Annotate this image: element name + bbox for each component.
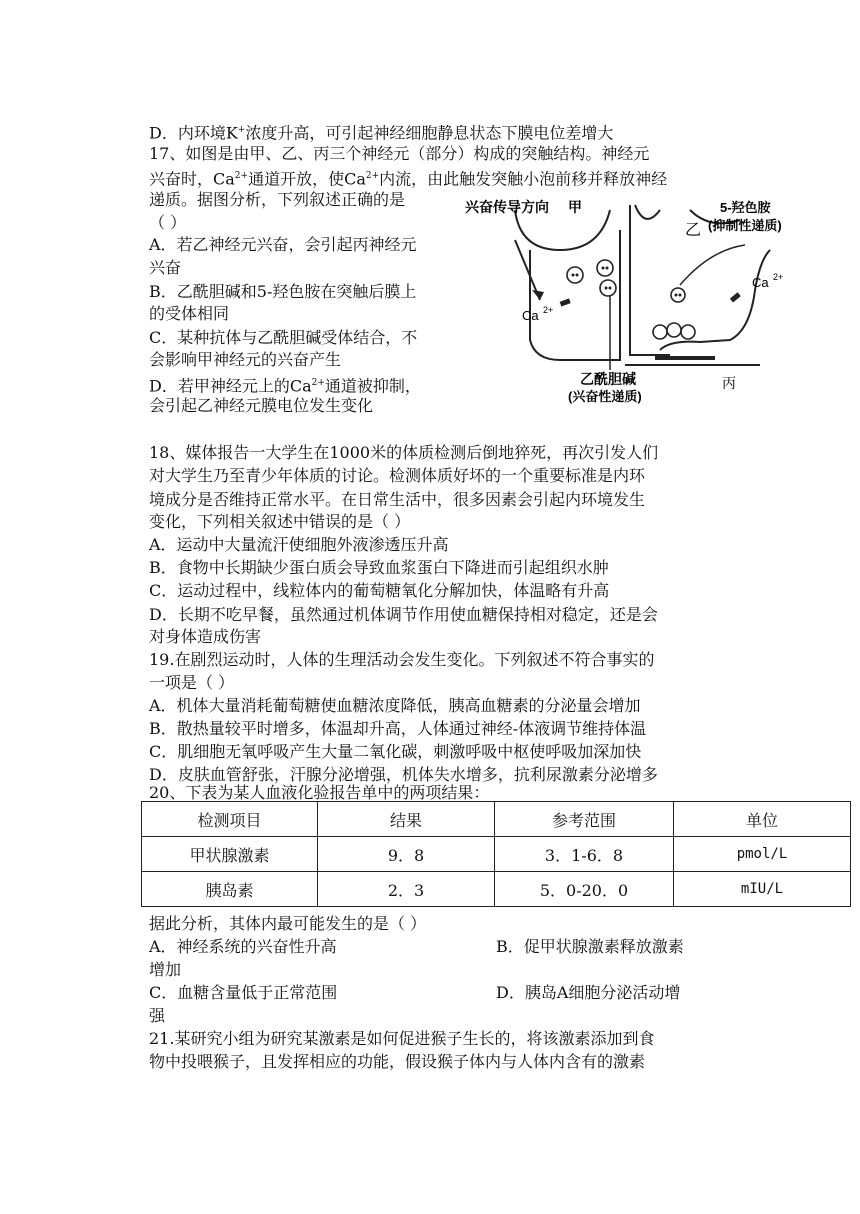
q17-option-b: B．乙酰胆碱和5-羟色胺在突触后膜上 (149, 282, 417, 301)
table-cell: 胰岛素 (142, 872, 318, 907)
q16-option-d: D．内环境K+浓度升高，可引起神经细胞静息状态下膜电位差增大 (149, 123, 614, 143)
q20-stem: 20、下表为某人血液化验报告单中的两项结果： (149, 783, 490, 802)
q19-stem-line2: 一项是（ ） (149, 673, 235, 692)
q18-stem-line1: 18、媒体报告一大学生在1000米的体质检测后倒地猝死，再次引发人们 (149, 443, 659, 462)
q18-option-d-cont: 对身体造成伤害 (149, 627, 262, 646)
q20-option-d: D．胰岛A细胞分泌活动增 (496, 983, 681, 1002)
q19-option-c: C．肌细胞无氧呼吸产生大量二氧化碳，刺激呼吸中枢使呼吸加深加快 (149, 742, 642, 761)
q18-option-c: C．运动过程中，线粒体内的葡萄糖氧化分解加快，体温略有升高 (149, 581, 610, 600)
q20-option-d-cont: 强 (149, 1006, 166, 1025)
q18-stem-line3: 境成分是否维持正常水平。在日常生活中，很多因素会引起内环境发生 (149, 490, 646, 509)
q19-option-d: D．皮肤血管舒张，汗腺分泌增强，机体失水增多，抗利尿激素分泌增多 (149, 765, 658, 784)
q17-option-a-cont: 兴奋 (149, 258, 182, 277)
fig-label-ach-note: (兴奋性递质) (568, 389, 642, 404)
q19-stem-line1: 19.在剧烈运动时，人体的生理活动会发生变化。下列叙述不符合事实的 (149, 650, 655, 669)
fig-ca-left-sup: 2+ (543, 305, 554, 315)
q17-bracket: （ ） (149, 213, 187, 232)
q17-stem-line2: 兴奋时，$Ca^{2+}$通道开放，使$Ca^{2+}$内流，由此触发突触小泡前移并释放神经 (149, 169, 668, 189)
fig-label-serotonin-note: (抑制性递质) (708, 218, 782, 233)
table-cell: 甲状腺激素 (142, 837, 318, 872)
q17-option-b-cont: 的受体相同 (149, 304, 230, 323)
table-header: 结果 (318, 802, 495, 837)
fig-ca-right-sup: 2+ (773, 272, 784, 282)
q17-stem-line1: 17、如图是由甲、乙、丙三个神经元（部分）构成的突触结构。神经元 (149, 144, 650, 163)
q17-option-d: D．若甲神经元上的$Ca^{2+}$通道被抑制， (149, 376, 421, 396)
q20-option-a: A．神经系统的兴奋性升高 (149, 937, 337, 956)
table-cell: 5．0-20．0 (495, 872, 674, 907)
synapse-figure (460, 190, 800, 405)
lab-report-table (141, 801, 851, 907)
q18-option-b: B．食物中长期缺少蛋白质会导致血浆蛋白下降进而引起组织水肿 (149, 558, 609, 577)
table-header: 参考范围 (495, 802, 674, 837)
q20-option-c: C．血糖含量低于正常范围 (149, 983, 338, 1002)
table-row (142, 872, 851, 907)
q20-question: 据此分析，其体内最可能发生的是（ ） (149, 914, 427, 933)
table-header-row (142, 802, 851, 837)
table-header: 检测项目 (142, 802, 318, 837)
q17-stem-line3: 递质。据图分析，下列叙述正确的是 (149, 190, 406, 209)
fig-direction-label: 兴奋传导方向 (465, 199, 549, 215)
q18-option-d: D．长期不吃早餐，虽然通过机体调节作用使血糖保持相对稳定，还是会 (149, 605, 658, 624)
table-cell: pmol/L (674, 837, 851, 872)
q18-stem-line4: 变化，下列相关叙述中错误的是（ ） (149, 512, 411, 531)
fig-label-ca-right: Ca (752, 275, 769, 290)
q20-option-b: B．促甲状腺激素释放激素 (496, 937, 684, 956)
fig-label-jia: 甲 (568, 199, 582, 215)
fig-label-serotonin: 5-羟色胺 (720, 200, 771, 215)
q20-option-b-cont: 增加 (149, 960, 182, 979)
fig-label-ach: 乙酰胆碱 (580, 371, 636, 387)
fig-label-ca-left: Ca (522, 308, 539, 323)
q21-stem-line2: 物中投喂猴子，且发挥相应的功能，假设猴子体内与人体内含有的激素 (149, 1052, 646, 1071)
q17-option-c: C．某种抗体与乙酰胆碱受体结合，不 (149, 328, 418, 347)
q18-option-a: A．运动中大量流汗使细胞外液渗透压升高 (149, 535, 449, 554)
q19-option-b: B．散热量较平时增多，体温却升高，人体通过神经-体液调节维持体温 (149, 719, 647, 738)
q21-stem-line1: 21.某研究小组为研究某激素是如何促进猴子生长的，将该激素添加到食 (149, 1029, 655, 1048)
q17-option-c-cont: 会影响甲神经元的兴奋产生 (149, 350, 342, 369)
q19-option-a: A．机体大量消耗葡萄糖使血糖浓度降低，胰高血糖素的分泌量会增加 (149, 696, 641, 715)
table-cell: mIU/L (674, 872, 851, 907)
table-header: 单位 (674, 802, 851, 837)
q18-stem-line2: 对大学生乃至青少年体质的讨论。检测体质好坏的一个重要标准是内环 (149, 466, 646, 485)
fig-label-yi: 乙 (685, 222, 702, 239)
table-row (142, 837, 851, 872)
fig-label-bing: 丙 (722, 375, 736, 391)
table-cell: 2．3 (318, 872, 495, 907)
table-cell: 3．1-6．8 (495, 837, 674, 872)
q17-option-a: A．若乙神经元兴奋，会引起丙神经元 (149, 235, 417, 254)
table-cell: 9．8 (318, 837, 495, 872)
q17-option-d-cont: 会引起乙神经元膜电位发生变化 (149, 396, 374, 415)
